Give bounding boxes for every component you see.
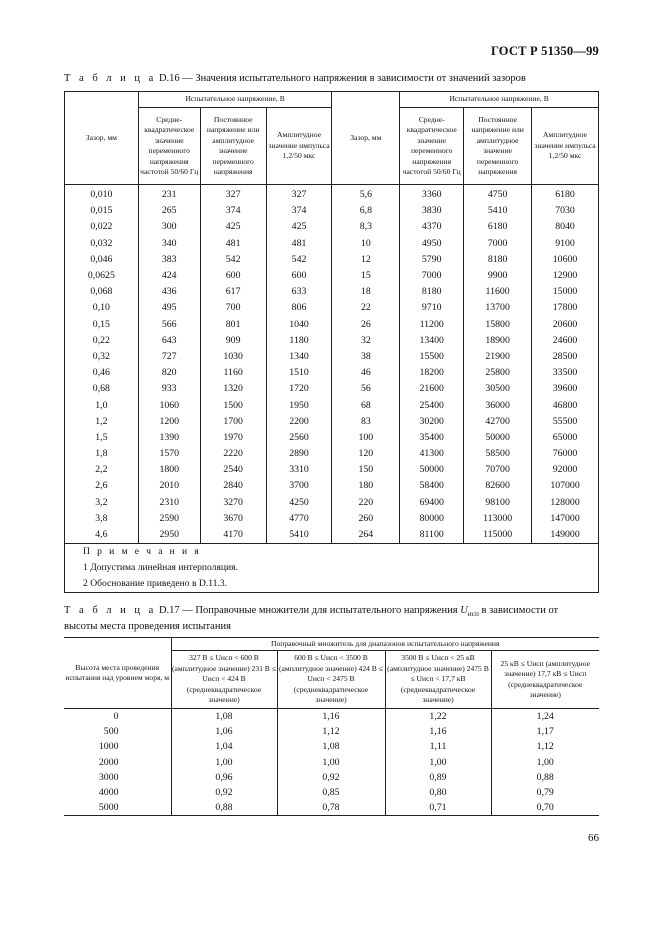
col-dc-header: Постоянное напряжение или амплитудное значение переменного напряжения xyxy=(200,108,266,185)
range-2-header: 600 В ≤ Uисп < 3500 В (амплитудное значение) 424 В ≤ Uисп < 2475 В (среднеквадратическое значение) xyxy=(277,651,385,709)
table-cell: 0,96 xyxy=(171,770,277,785)
table-cell: 8040 xyxy=(532,219,599,235)
table-cell: 1160 xyxy=(200,365,266,381)
table-cell: 5,6 xyxy=(332,185,400,204)
table-cell: 542 xyxy=(266,252,332,268)
table-row xyxy=(65,219,599,235)
table-cell: 340 xyxy=(138,236,200,252)
table-cell: 1700 xyxy=(200,414,266,430)
table-cell: 481 xyxy=(266,236,332,252)
table-cell: 374 xyxy=(266,203,332,219)
table-cell: 65000 xyxy=(532,430,599,446)
table-cell: 18900 xyxy=(464,333,532,349)
table-cell: 12900 xyxy=(532,268,599,284)
table-cell: 46 xyxy=(332,365,400,381)
table-cell: 3000 xyxy=(64,770,171,785)
table-cell: 600 xyxy=(200,268,266,284)
table-cell: 1,00 xyxy=(171,755,277,770)
table-cell: 13400 xyxy=(400,333,464,349)
table-cell: 0,15 xyxy=(65,317,139,333)
table-cell: 2010 xyxy=(138,478,200,494)
table17-caption-label: Т а б л и ц а xyxy=(64,605,157,616)
table-cell: 20600 xyxy=(532,317,599,333)
table-cell: 21900 xyxy=(464,349,532,365)
document-id: ГОСТ Р 51350—99 xyxy=(490,44,599,58)
table-cell: 8180 xyxy=(400,284,464,300)
table-cell: 700 xyxy=(200,300,266,316)
table-row xyxy=(65,511,599,527)
table-cell: 806 xyxy=(266,300,332,316)
table-row xyxy=(64,724,599,739)
table-cell: 10600 xyxy=(532,252,599,268)
table-cell: 55500 xyxy=(532,414,599,430)
table-cell: 1000 xyxy=(64,739,171,754)
table-cell: 500 xyxy=(64,724,171,739)
table-cell: 0,015 xyxy=(65,203,139,219)
table-cell: 1570 xyxy=(138,446,200,462)
table-cell: 32 xyxy=(332,333,400,349)
table16-caption-label: Т а б л и ц а xyxy=(64,73,157,84)
table-row xyxy=(65,236,599,252)
table-cell: 10 xyxy=(332,236,400,252)
table-cell: 2890 xyxy=(266,446,332,462)
table-cell: 18200 xyxy=(400,365,464,381)
table-row xyxy=(65,495,599,511)
table-cell: 425 xyxy=(200,219,266,235)
table-cell: 15 xyxy=(332,268,400,284)
table-cell: 98100 xyxy=(464,495,532,511)
table-row xyxy=(64,785,599,800)
table-cell: 4250 xyxy=(266,495,332,511)
table-cell: 1,17 xyxy=(491,724,599,739)
table-cell: 1180 xyxy=(266,333,332,349)
table-cell: 15800 xyxy=(464,317,532,333)
table-cell: 3270 xyxy=(200,495,266,511)
table-cell: 6180 xyxy=(464,219,532,235)
table-cell: 30200 xyxy=(400,414,464,430)
table-row xyxy=(65,185,599,204)
table-cell: 436 xyxy=(138,284,200,300)
table-cell: 3670 xyxy=(200,511,266,527)
table-row xyxy=(65,381,599,397)
table-cell: 0,068 xyxy=(65,284,139,300)
table-cell: 300 xyxy=(138,219,200,235)
table-cell: 38 xyxy=(332,349,400,365)
table-cell: 1,12 xyxy=(277,724,385,739)
table-cell: 9710 xyxy=(400,300,464,316)
table-row xyxy=(64,755,599,770)
table-cell: 6180 xyxy=(532,185,599,204)
table-cell: 17800 xyxy=(532,300,599,316)
table-cell: 3700 xyxy=(266,478,332,494)
table-cell: 1060 xyxy=(138,397,200,413)
notes-title: П р и м е ч а н и я xyxy=(65,544,599,561)
table-cell: 7030 xyxy=(532,203,599,219)
table-cell: 0,10 xyxy=(65,300,139,316)
table-cell: 383 xyxy=(138,252,200,268)
table-cell: 100 xyxy=(332,430,400,446)
table-cell: 0,032 xyxy=(65,236,139,252)
table-cell: 1720 xyxy=(266,381,332,397)
col-rms-header-2: Средне-квадратическое значение переменного напряжения частотой 50/60 Гц xyxy=(400,108,464,185)
table-cell: 1,11 xyxy=(385,739,491,754)
table-cell: 909 xyxy=(200,333,266,349)
table-cell: 617 xyxy=(200,284,266,300)
note-1: 1 Допустима линейная интерполяция. xyxy=(65,560,599,576)
range-3-header: 3500 В ≤ Uисп < 25 кВ (амплитудное значение) 2475 В ≤ Uисп < 17,7 кВ (среднеквадратическое значение) xyxy=(385,651,491,709)
table-cell: 0,88 xyxy=(171,800,277,816)
table-cell: 113000 xyxy=(464,511,532,527)
table-cell: 260 xyxy=(332,511,400,527)
table-cell: 2000 xyxy=(64,755,171,770)
table-cell: 2540 xyxy=(200,462,266,478)
table-cell: 81100 xyxy=(400,527,464,544)
table-cell: 820 xyxy=(138,365,200,381)
table-cell: 425 xyxy=(266,219,332,235)
table-cell: 4370 xyxy=(400,219,464,235)
table-cell: 374 xyxy=(200,203,266,219)
table-row xyxy=(64,770,599,785)
table-cell: 39600 xyxy=(532,381,599,397)
table-cell: 3310 xyxy=(266,462,332,478)
table-cell: 0,71 xyxy=(385,800,491,816)
table-cell: 4170 xyxy=(200,527,266,544)
table-cell: 22 xyxy=(332,300,400,316)
col-dc-header-2: Постоянное напряжение или амплитудное значение переменного напряжения xyxy=(464,108,532,185)
table-cell: 2,6 xyxy=(65,478,139,494)
table-cell: 2220 xyxy=(200,446,266,462)
table-cell: 0,046 xyxy=(65,252,139,268)
table-cell: 1,16 xyxy=(277,709,385,725)
table-cell: 1510 xyxy=(266,365,332,381)
table-row xyxy=(65,397,599,413)
table-cell: 0,32 xyxy=(65,349,139,365)
table-row xyxy=(65,203,599,219)
table-cell: 12 xyxy=(332,252,400,268)
table17-caption-line2: высоты места проведения испытания xyxy=(64,621,231,633)
table-d16 xyxy=(64,91,599,593)
table-cell: 83 xyxy=(332,414,400,430)
table-cell: 727 xyxy=(138,349,200,365)
table-cell: 6,8 xyxy=(332,203,400,219)
u-subscript: исп xyxy=(467,609,479,619)
table-cell: 0,46 xyxy=(65,365,139,381)
table-cell: 1800 xyxy=(138,462,200,478)
table-cell: 4750 xyxy=(464,185,532,204)
table-cell: 35400 xyxy=(400,430,464,446)
table-cell: 801 xyxy=(200,317,266,333)
table-row xyxy=(64,709,599,725)
table-cell: 0,70 xyxy=(491,800,599,816)
table-row xyxy=(65,317,599,333)
table-cell: 643 xyxy=(138,333,200,349)
table-cell: 265 xyxy=(138,203,200,219)
table-cell: 933 xyxy=(138,381,200,397)
table-cell: 149000 xyxy=(532,527,599,544)
table-cell: 15000 xyxy=(532,284,599,300)
table-cell: 1,8 xyxy=(65,446,139,462)
table-cell: 0,022 xyxy=(65,219,139,235)
table-cell: 25400 xyxy=(400,397,464,413)
table-cell: 0,010 xyxy=(65,185,139,204)
table-cell: 1320 xyxy=(200,381,266,397)
table-cell: 1,04 xyxy=(171,739,277,754)
note-2: 2 Обоснование приведено в D.11.3. xyxy=(65,576,599,593)
table-cell: 56 xyxy=(332,381,400,397)
table-cell: 1390 xyxy=(138,430,200,446)
table-cell: 0,78 xyxy=(277,800,385,816)
table16-caption-text: D.16 — Значения испытательного напряжения в зависимости от значений зазоров xyxy=(158,73,526,84)
table-row xyxy=(65,268,599,284)
table-cell: 115000 xyxy=(464,527,532,544)
table-row xyxy=(64,739,599,754)
table-cell: 120 xyxy=(332,446,400,462)
table-cell: 1,00 xyxy=(277,755,385,770)
table17-body xyxy=(64,709,599,816)
table-cell: 2840 xyxy=(200,478,266,494)
table-row xyxy=(65,527,599,544)
table-cell: 1,00 xyxy=(385,755,491,770)
table-cell: 80000 xyxy=(400,511,464,527)
table-cell: 82600 xyxy=(464,478,532,494)
table-cell: 327 xyxy=(266,185,332,204)
table-cell: 3,8 xyxy=(65,511,139,527)
table-cell: 5410 xyxy=(464,203,532,219)
table-cell: 2590 xyxy=(138,511,200,527)
table-cell: 1030 xyxy=(200,349,266,365)
table-cell: 4,6 xyxy=(65,527,139,544)
table-cell: 8180 xyxy=(464,252,532,268)
table-cell: 107000 xyxy=(532,478,599,494)
table-cell: 231 xyxy=(138,185,200,204)
table-cell: 24600 xyxy=(532,333,599,349)
table-cell: 0 xyxy=(64,709,171,725)
table-cell: 70700 xyxy=(464,462,532,478)
table-cell: 3,2 xyxy=(65,495,139,511)
page-number: 66 xyxy=(588,832,599,844)
col-impulse-header: Амплитудное значение импульса 1,2/50 мкс xyxy=(266,108,332,185)
table-cell: 180 xyxy=(332,478,400,494)
table-cell: 58400 xyxy=(400,478,464,494)
table-cell: 150 xyxy=(332,462,400,478)
table-cell: 327 xyxy=(200,185,266,204)
table-cell: 4770 xyxy=(266,511,332,527)
table-cell: 42700 xyxy=(464,414,532,430)
table-cell: 11600 xyxy=(464,284,532,300)
table-cell: 1,22 xyxy=(385,709,491,725)
table-cell: 0,85 xyxy=(277,785,385,800)
table-row xyxy=(65,300,599,316)
table-cell: 69400 xyxy=(400,495,464,511)
table-row xyxy=(65,446,599,462)
table-cell: 68 xyxy=(332,397,400,413)
table-cell: 424 xyxy=(138,268,200,284)
table-cell: 36000 xyxy=(464,397,532,413)
table-cell: 566 xyxy=(138,317,200,333)
u-symbol: U xyxy=(460,605,468,616)
table-cell: 1,0 xyxy=(65,397,139,413)
col-gap-header-2: Зазор, мм xyxy=(332,92,400,185)
table-cell: 25800 xyxy=(464,365,532,381)
table-cell: 2560 xyxy=(266,430,332,446)
table-cell: 92000 xyxy=(532,462,599,478)
table-cell: 18 xyxy=(332,284,400,300)
col-gap-header: Зазор, мм xyxy=(65,92,139,185)
table-cell: 0,89 xyxy=(385,770,491,785)
table-d17 xyxy=(64,637,599,816)
table-cell: 1950 xyxy=(266,397,332,413)
table-cell: 4950 xyxy=(400,236,464,252)
table-cell: 542 xyxy=(200,252,266,268)
table-cell: 1,24 xyxy=(491,709,599,725)
table16-body xyxy=(65,185,599,544)
table-cell: 76000 xyxy=(532,446,599,462)
table17-caption xyxy=(64,604,599,633)
table-row xyxy=(65,430,599,446)
table-cell: 21600 xyxy=(400,381,464,397)
table-cell: 7000 xyxy=(400,268,464,284)
table-cell: 147000 xyxy=(532,511,599,527)
table-cell: 0,68 xyxy=(65,381,139,397)
table-cell: 0,92 xyxy=(171,785,277,800)
table-cell: 0,22 xyxy=(65,333,139,349)
table-cell: 0,79 xyxy=(491,785,599,800)
table-cell: 30500 xyxy=(464,381,532,397)
table-cell: 46800 xyxy=(532,397,599,413)
col-rms-header: Средне-квадратическое значение переменного напряжения частотой 50/60 Гц xyxy=(138,108,200,185)
table-cell: 1,00 xyxy=(491,755,599,770)
table-cell: 11200 xyxy=(400,317,464,333)
table-cell: 9100 xyxy=(532,236,599,252)
table-cell: 26 xyxy=(332,317,400,333)
table-row xyxy=(65,462,599,478)
table-cell: 264 xyxy=(332,527,400,544)
table-cell: 1,06 xyxy=(171,724,277,739)
table-cell: 0,0625 xyxy=(65,268,139,284)
table-cell: 600 xyxy=(266,268,332,284)
table-cell: 0,88 xyxy=(491,770,599,785)
table-cell: 9900 xyxy=(464,268,532,284)
col-voltage-group-header: Испытательное напряжение, В xyxy=(138,92,332,108)
table-cell: 5000 xyxy=(64,800,171,816)
range-1-header: 327 В ≤ Uисп < 600 В (амплитудное значение) 231 В ≤ Uисп < 424 В (среднеквадратическое значение) xyxy=(171,651,277,709)
table-cell: 220 xyxy=(332,495,400,511)
table-row xyxy=(65,478,599,494)
table-cell: 7000 xyxy=(464,236,532,252)
table-cell: 0,80 xyxy=(385,785,491,800)
table-cell: 633 xyxy=(266,284,332,300)
table-cell: 1,2 xyxy=(65,414,139,430)
table-cell: 41300 xyxy=(400,446,464,462)
table-cell: 3360 xyxy=(400,185,464,204)
range-4-header: 25 кВ ≤ Uисп (амплитудное значение) 17,7 кВ ≤ Uисп (среднеквадратическое значение) xyxy=(491,651,599,709)
table-cell: 1,5 xyxy=(65,430,139,446)
table-row xyxy=(65,333,599,349)
table-cell: 13700 xyxy=(464,300,532,316)
table-cell: 1,08 xyxy=(277,739,385,754)
table-row xyxy=(65,252,599,268)
table16-caption xyxy=(64,72,526,85)
table-cell: 1970 xyxy=(200,430,266,446)
table-cell: 1340 xyxy=(266,349,332,365)
col-altitude-header: Высота места проведения испытания над уровнем моря, м xyxy=(64,638,171,709)
table-cell: 58500 xyxy=(464,446,532,462)
table-cell: 1040 xyxy=(266,317,332,333)
table-cell: 2310 xyxy=(138,495,200,511)
table-row xyxy=(65,365,599,381)
table17-caption-text-b: в зависимости от xyxy=(481,605,559,616)
table-cell: 15500 xyxy=(400,349,464,365)
table-cell: 1,16 xyxy=(385,724,491,739)
table-row xyxy=(65,284,599,300)
table-cell: 1500 xyxy=(200,397,266,413)
table-cell: 0,92 xyxy=(277,770,385,785)
table-cell: 8,3 xyxy=(332,219,400,235)
table-row xyxy=(64,800,599,816)
table-row xyxy=(65,349,599,365)
table-cell: 1200 xyxy=(138,414,200,430)
table-row xyxy=(65,414,599,430)
table-cell: 481 xyxy=(200,236,266,252)
table-cell: 495 xyxy=(138,300,200,316)
table-cell: 1,08 xyxy=(171,709,277,725)
table-cell: 2200 xyxy=(266,414,332,430)
table-cell: 3830 xyxy=(400,203,464,219)
table-cell: 5790 xyxy=(400,252,464,268)
col-voltage-group-header-2: Испытательное напряжение, В xyxy=(400,92,599,108)
col-factor-group-header: Поправочный множитель для диапазонов испытательного напряжения xyxy=(171,638,599,651)
table17-caption-text-a: D.17 — Поправочные множители для испытательного напряжения xyxy=(158,605,458,616)
table-cell: 50000 xyxy=(464,430,532,446)
table-cell: 1,12 xyxy=(491,739,599,754)
col-impulse-header-2: Амплитудное значение импульса 1,2/50 мкс xyxy=(532,108,599,185)
table-cell: 128000 xyxy=(532,495,599,511)
table-cell: 5410 xyxy=(266,527,332,544)
table-cell: 50000 xyxy=(400,462,464,478)
table-cell: 2950 xyxy=(138,527,200,544)
table-cell: 4000 xyxy=(64,785,171,800)
table-cell: 33500 xyxy=(532,365,599,381)
table-cell: 28500 xyxy=(532,349,599,365)
table-cell: 2,2 xyxy=(65,462,139,478)
